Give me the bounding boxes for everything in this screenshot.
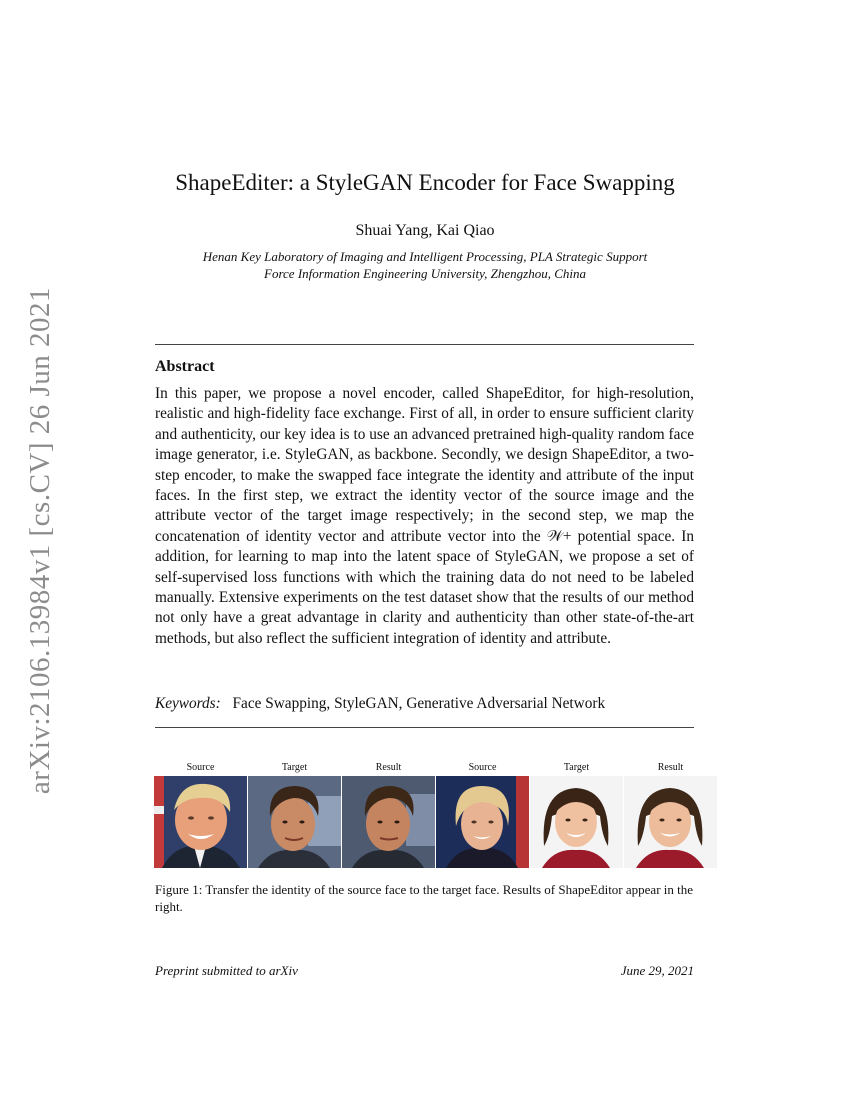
figure-panel-source-2 — [436, 762, 529, 870]
abstract-heading: Abstract — [155, 358, 215, 375]
panel-label: Target — [281, 762, 308, 773]
panel-label: Target — [563, 762, 590, 773]
panel-label: Result — [375, 762, 402, 773]
arxiv-identifier-text: arXiv:2106.13984v1 [cs.CV] 26 Jun 2021 — [24, 286, 57, 794]
panel-label: Source — [468, 762, 497, 773]
figure-panel-result-2 — [624, 762, 717, 870]
affiliation-line-1: Henan Key Laboratory of Imaging and Intelligent Processing, PLA Strategic Support — [202, 249, 648, 264]
target-face-image-1 — [248, 776, 341, 868]
source-face-image-1 — [154, 776, 247, 868]
top-rule — [155, 344, 694, 345]
figure-panel-result-1 — [342, 762, 435, 870]
figure-caption: Figure 1: Transfer the identity of the source face to the target face. Results of ShapeEditor appear in the right. — [155, 882, 694, 914]
abstract-body: In this paper, we propose a novel encoder, called ShapeEditor, for high-resolution, realistic and high-fidelity face exchange. First of all, in order to ensure sufficient clarity and authenticity, our key idea is to use an advanced pretrained high-quality random face image generator, i.e. StyleGAN, as backbone. Secondly, we design ShapeEditor, a two-step encoder, to make the swapped face integrate the identity and attribute of the input faces. In the first step, we extract the identity vector of the source image and the attribute vector of the target image respectively; in the second step, we map the concatenation of identity vector and attribute vector into the 𝒲+ potential space. In addition, for learning to map into the latent space of StyleGAN, we propose a set of self-supervised loss functions with which the training data do not need to be labeled manually. Extensive experiments on the test dataset show that the results of our method not only have a great advantage in clarity and authenticity than other state-of-the-art methods, but also reflect the sufficient integration of identity and attribute. — [155, 385, 694, 647]
target-face-image-2 — [530, 776, 623, 868]
keywords-line — [155, 695, 694, 713]
footer-date: June 29, 2021 — [620, 963, 694, 978]
figure-panel-source-1 — [154, 762, 247, 870]
panel-label: Source — [186, 762, 215, 773]
footer-preprint-note: Preprint submitted to arXiv — [155, 963, 298, 978]
paper-authors: Shuai Yang, Kai Qiao — [355, 222, 495, 239]
figure-1 — [154, 762, 716, 870]
keywords-value: Face Swapping, StyleGAN, Generative Adversarial Network — [232, 695, 606, 712]
panel-label: Result — [657, 762, 684, 773]
affiliation-line-2: Force Information Engineering University, Zhengzhou, China — [264, 266, 586, 281]
source-face-image-2 — [436, 776, 529, 868]
arxiv-identifier — [17, 286, 65, 794]
result-face-image-2 — [624, 776, 717, 868]
result-face-image-1 — [342, 776, 435, 868]
figure-panel-target-1 — [248, 762, 341, 870]
page-footer — [155, 963, 694, 979]
paper-title: ShapeEditer: a StyleGAN Encoder for Face Swapping — [175, 170, 675, 195]
paper-affiliation — [155, 248, 695, 282]
keywords-label: Keywords: — [155, 695, 221, 712]
figure-panel-target-2 — [530, 762, 623, 870]
bottom-rule — [155, 727, 694, 728]
